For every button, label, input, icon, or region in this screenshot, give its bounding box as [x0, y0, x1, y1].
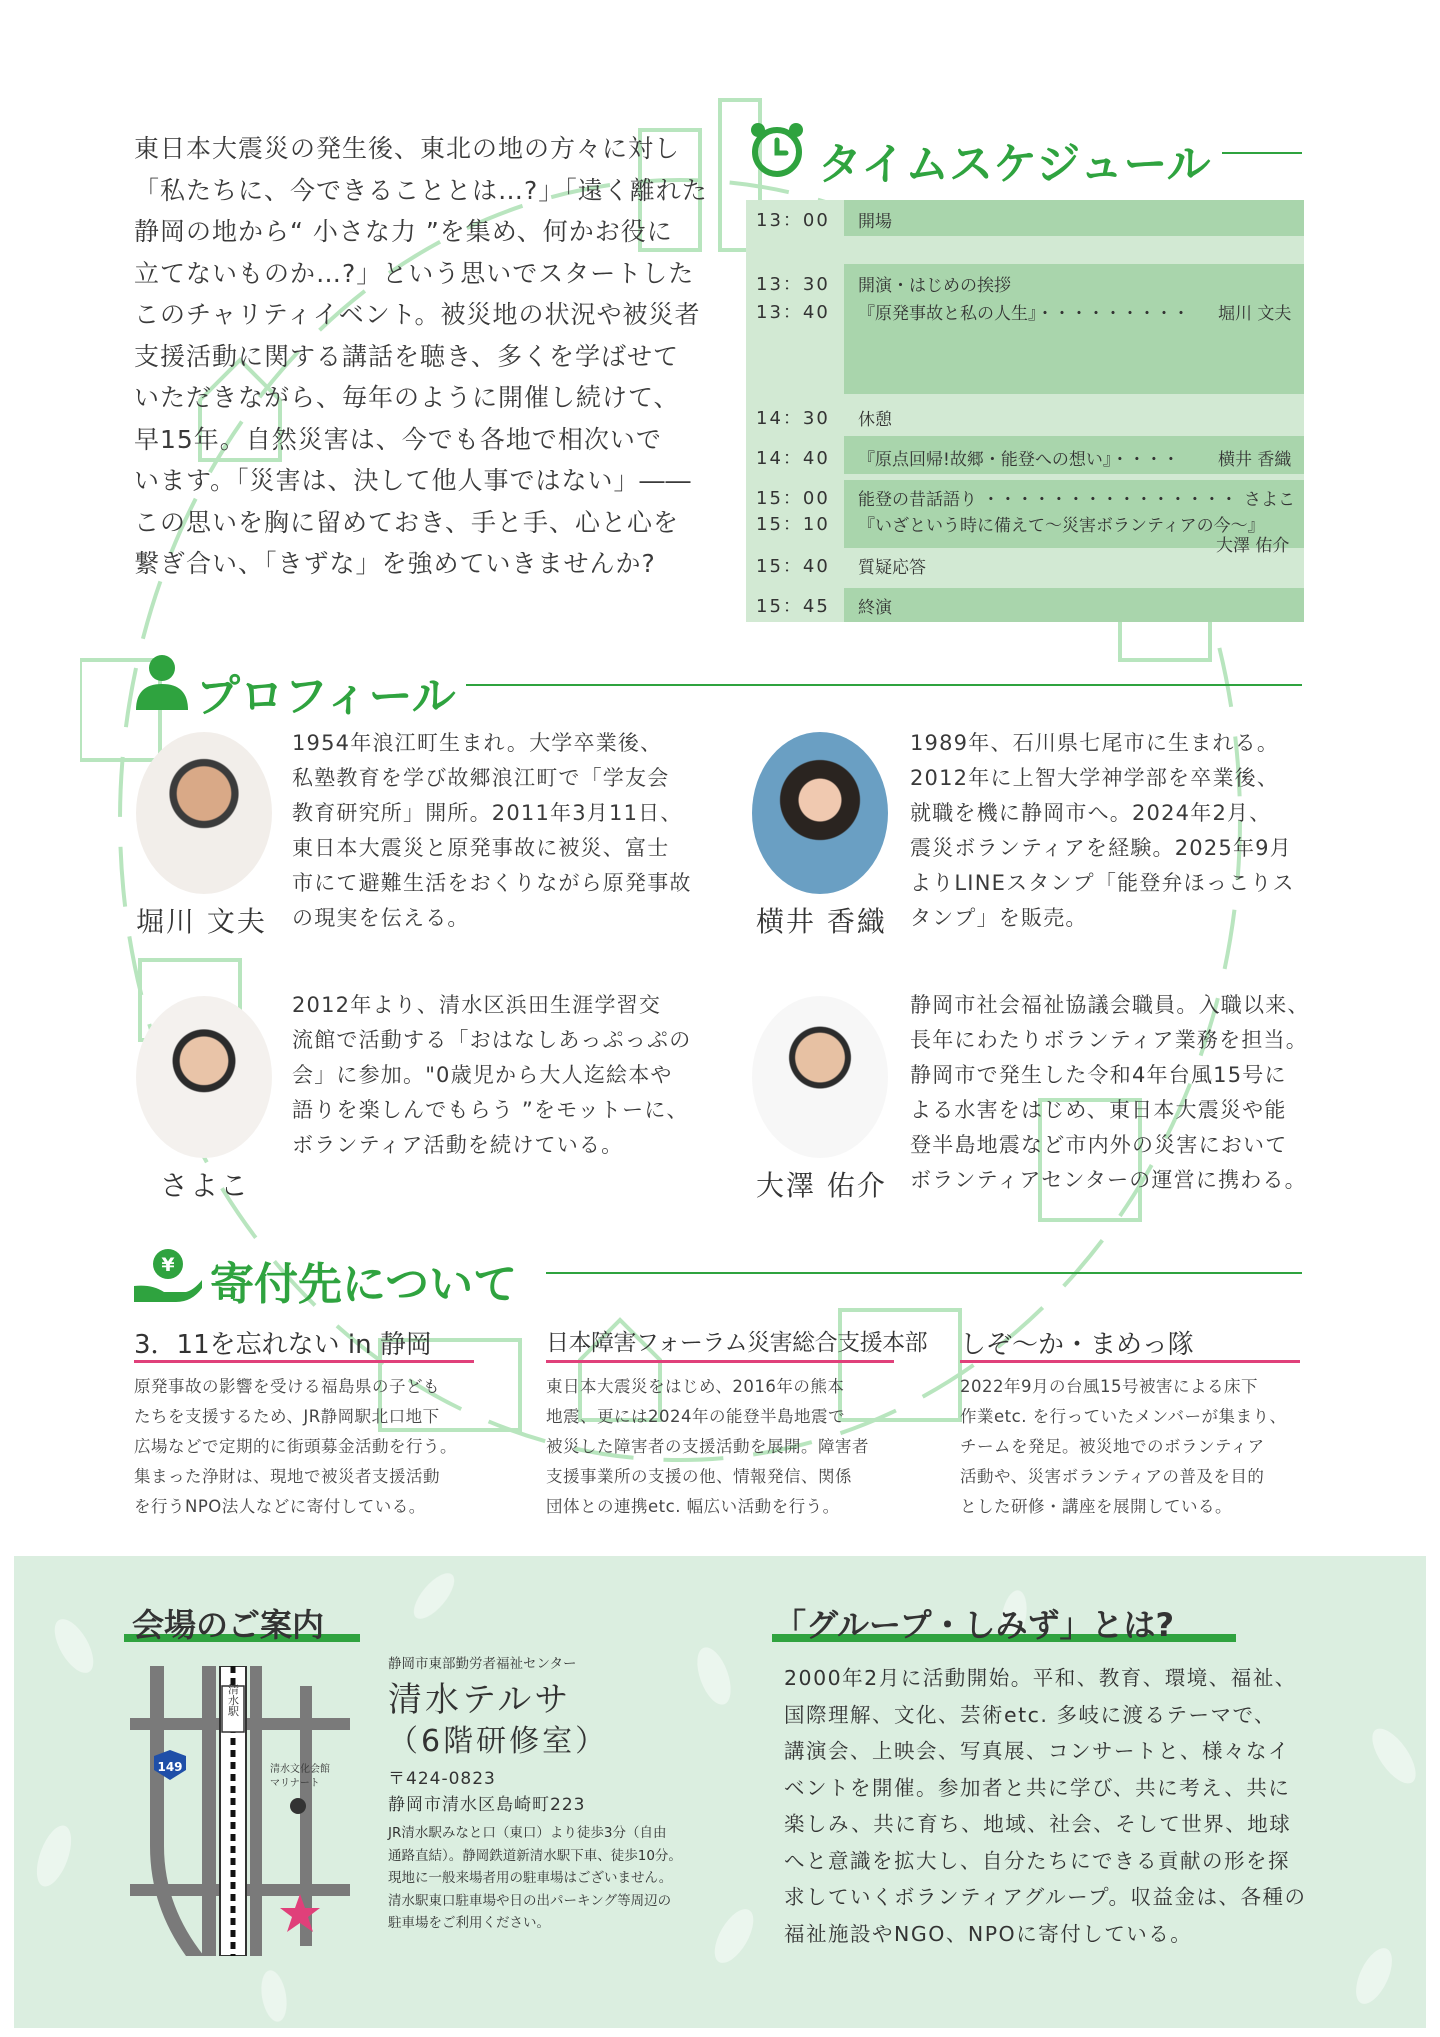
group-description: 2000年2月に活動開始。平和、教育、環境、福祉、 国際理解、文化、芸術etc. 多岐に渡るテーマで、 講演会、上映会、写真展、コンサートと、様々なイ ベントを開催。参加者と共に学び、共に考え、共に 楽しみ、共に育ち、地域、社会、そして世界、地球 へと意識を拡大し、自分たちにできる貢献の形を探 求していくボランティアグループ。収益金は、各種の 福祉施設やNGO、NPOに寄付している。 — [784, 1666, 1307, 1946]
portrait-photo — [136, 732, 272, 894]
schedule-item: 『原点回帰!故郷・能登への想い』・・・・ — [858, 450, 1180, 470]
person-name: さよこ — [160, 1169, 251, 1202]
intro-line: この思いを胸に留めておき、手と手、心と心を — [134, 507, 680, 537]
intro-line: 支援活動に関する講話を聴き、多くを学ばせて — [134, 341, 680, 371]
venue-room: （6階研修室） — [388, 1724, 609, 1759]
portrait-photo — [752, 732, 888, 894]
intro-line: 早15年。自然災害は、今でも各地で相次いで — [134, 424, 662, 454]
profile-title-rule — [466, 684, 1302, 686]
org-underline — [960, 1360, 1300, 1363]
intro-line: 静岡の地から“ 小さな力 ”を集め、何かお役に — [134, 217, 673, 246]
portrait-photo — [136, 996, 272, 1158]
venue-org: 静岡市東部勤労者福祉センター — [388, 1656, 577, 1672]
org-name: 日本障害フォーラム災害総合支援本部 — [546, 1330, 928, 1356]
svg-text:¥: ¥ — [161, 1254, 175, 1276]
person-icon — [132, 652, 192, 710]
person-name: 大澤 佑介 — [756, 1169, 887, 1202]
org-name: しぞ～か・まめっ隊 — [960, 1330, 1194, 1360]
intro-paragraph — [134, 128, 708, 585]
intro-line: 東日本大震災の発生後、東北の地の方々に対し — [134, 134, 681, 163]
schedule-time: 15：10 — [756, 514, 830, 535]
intro-line: このチャリティイベント。被災地の状況や被災者 — [134, 300, 701, 329]
venue-postal: 〒424-0823 — [388, 1769, 496, 1789]
venue-access-notes: JR清水駅みなと口（東口）より徒歩3分（自由 通路直結）。静岡鉄道新清水駅下車、徒歩10分。 現地に一般来場者用の駐車場はございません。 清水駅東口駐車場や日の出パーキング等周辺の 駐車場をご利用ください。 — [388, 1825, 682, 1931]
org-body: 2022年9月の台風15号被害による床下 作業etc. を行っていたメンバーが集まり、 チームを発足。被災地でのボランティア 活動や、災害ボランティアの普及を目的 とした研修・講座を展開している。 — [960, 1377, 1287, 1516]
intro-line: 繋ぎ合い、「きずな」を強めていきませんか? — [134, 549, 656, 578]
schedule-time: 15：00 — [756, 488, 830, 509]
schedule-time: 14：40 — [756, 448, 830, 469]
venue-map — [130, 1666, 350, 1956]
schedule-time: 13：00 — [756, 210, 830, 231]
portrait-photo — [752, 996, 888, 1158]
schedule-item: 開場 — [858, 212, 892, 232]
schedule-time: 15：45 — [756, 596, 830, 617]
profile-title: プロフィール — [196, 671, 456, 722]
svg-text:清水駅: 清水駅 — [226, 1683, 240, 1717]
schedule-speaker: 堀川 文夫 — [1218, 304, 1292, 324]
yen-hand-icon — [132, 1246, 204, 1304]
schedule-speaker: 横井 香織 — [1218, 450, 1292, 470]
svg-text:149: 149 — [157, 1760, 183, 1774]
schedule-item: 能登の昔話語り ・・・・・・・・・・・・・・・ — [858, 490, 1238, 510]
org-underline — [134, 1360, 474, 1363]
group-title: 「グループ・しみず」とは? — [774, 1606, 1175, 1644]
schedule-item: 『原発事故と私の人生』・・・・・・・・・ — [858, 304, 1190, 324]
schedule-item: 開演・はじめの挨拶 — [858, 276, 1011, 296]
person-name: 横井 香織 — [756, 905, 887, 938]
donation-title-rule — [546, 1272, 1302, 1274]
schedule-title-rule — [1222, 152, 1302, 154]
schedule-speaker: 大澤 佑介 — [1216, 536, 1290, 556]
org-underline — [546, 1360, 894, 1363]
schedule-item: 終演 — [858, 598, 892, 618]
svg-text:マリナート: マリナート — [270, 1778, 320, 1789]
schedule-item: 休憩 — [858, 410, 892, 430]
person-name: 堀川 文夫 — [136, 905, 267, 938]
schedule-time: 13：40 — [756, 302, 830, 323]
schedule-time: 15：40 — [756, 556, 830, 577]
person-bio: 1989年、石川県七尾市に生まれる。 2012年に上智大学神学部を卒業後、 就職を機に静岡市へ。2024年2月、 震災ボランティアを経験。2025年9月 よりLINEスタンプ「能登弁ほっこりス タンプ」を販売。 — [910, 731, 1295, 930]
person-bio: 1954年浪江町生まれ。大学卒業後、 私塾教育を学び故郷浪江町で「学友会 教育研究所」開所。2011年3月11日、 東日本大震災と原発事故に被災、富士 市にて避難生活をおくりながら原発事故 の現実を伝える。 — [292, 731, 692, 930]
intro-line: 立てないものか…?」という思いでスタートした — [134, 258, 695, 288]
venue-address: 静岡市清水区島崎町223 — [388, 1795, 586, 1815]
alarm-clock-icon — [746, 118, 808, 180]
venue-title: 会場のご案内 — [132, 1606, 325, 1644]
schedule-item: 質疑応答 — [858, 558, 926, 578]
donation-title: 寄付先について — [210, 1259, 518, 1310]
svg-text:清水文化会館: 清水文化会館 — [270, 1764, 330, 1775]
schedule-speaker: さよこ — [1244, 490, 1295, 510]
venue-name: 清水テルサ — [388, 1680, 572, 1720]
org-body: 東日本大震災をはじめ、2016年の熊本 地震、更には2024年の能登半島地震で 被災した障害者の支援活動を展開。障害者 支援事業所の支援の他、情報発信、関係 団体との連携etc. 幅広い活動を行う。 — [546, 1377, 869, 1516]
intro-line: います。「災害は、決して他人事ではない」―― — [134, 466, 692, 495]
schedule-item: 『いざという時に備えて～災害ボランティアの今～』 — [858, 516, 1265, 536]
person-bio: 静岡市社会福祉協議会職員。入職以来、 長年にわたりボランティア業務を担当。 静岡市で発生した令和4年台風15号に よる水害をはじめ、東日本大震災や能 登半島地震など市内外の災害において ボランティアセンターの運営に携わる。 — [910, 993, 1310, 1192]
person-bio: 2012年より、清水区浜田生涯学習交 流館で活動する「おはなしあっぷっぷの 会」に参加。"0歳児から大人迄絵本や 語りを楽しんでもらう ”をモットーに、 ボランティア活動を続けている。 — [292, 993, 692, 1157]
schedule-time: 14：30 — [756, 408, 830, 429]
intro-line: いただきながら、毎年のように開催し続けて、 — [134, 383, 680, 412]
org-name: 3．11を忘れない in 静岡 — [134, 1330, 432, 1360]
schedule-time: 13：30 — [756, 274, 830, 295]
intro-line: 「私たちに、今できることとは…?」「遠く離れた — [134, 175, 708, 205]
org-body: 原発事故の影響を受ける福島県の子ども たちを支援するため、JR静岡駅北口地下 広場などで定期的に街頭募金活動を行う。 集まった浄財は、現地で被災者支援活動 を行うNPO法人などに寄付している。 — [134, 1377, 457, 1516]
schedule-title: タイムスケジュール — [818, 139, 1211, 190]
